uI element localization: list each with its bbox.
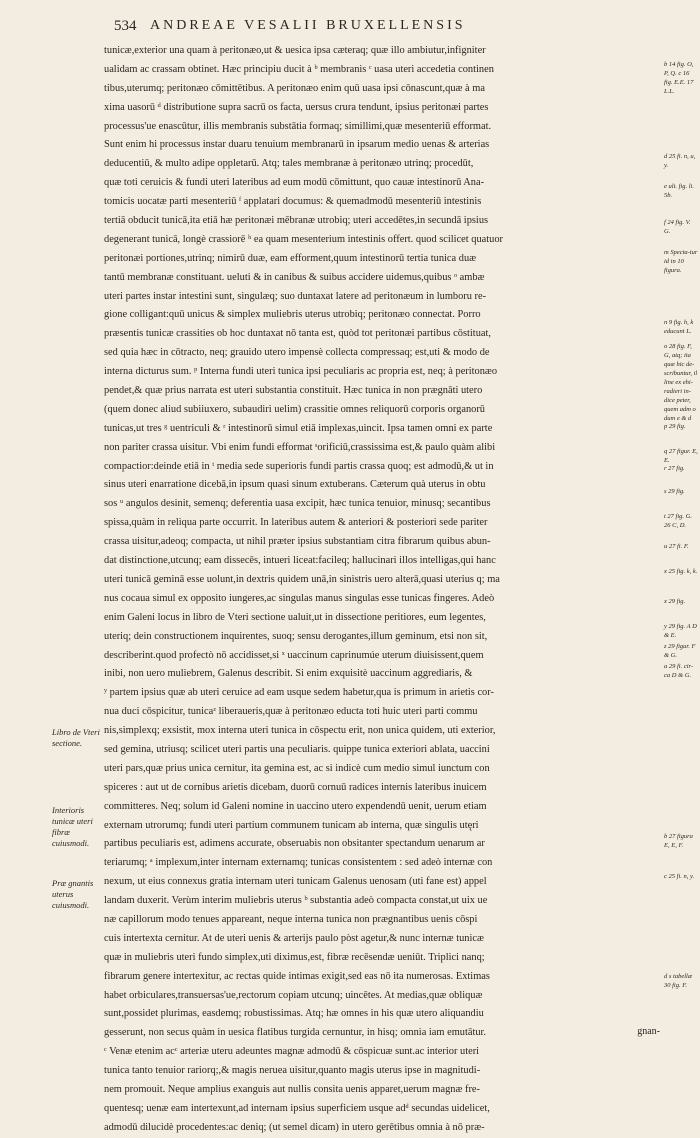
text-line: næ capillorum modo tenues appareant, neque interna tunica non prægnantibus uenis cōspi <box>104 913 478 925</box>
text-line: quæ toti ceruicis & fundi uteri lateribus ad eum modū cōmittunt, quo cauæ intestinorū Ana- <box>104 177 485 189</box>
left-margin-note-3: Præ gnantis uterus cuiusmodi. <box>52 878 94 910</box>
text-line: præsentis tunicæ crassities ob hoc duntaxat nō tanta est, quòd tot peritonæi partibus cōstituat, <box>104 328 491 340</box>
text-line: spissa,quàm in reliqua parte occurrit. In lateribus autem & anteriori & posteriori sede pariter <box>104 517 488 529</box>
text-line: committeres. Neq; solum id Galeni nomine in uaccino utero expendendū uenit, uerum etiam <box>104 800 487 812</box>
text-line: ualidam ac crassam obtinet. Hæc principiu ducit à ᵇ membranis ᶜ uasa uteri accedetia continen <box>104 63 494 75</box>
text-line: teriarumq; ᵃ implexum,inter internam externamq; tunicas consistentem : sed adeò internæ con <box>104 857 493 869</box>
text-line: admodū dilucidè procedentes:ac deniq; (ut semel dicam) in utero gerētibus omnia à nō præ- <box>104 1121 485 1133</box>
margin-note: d s tabellæ 30 fig. F. <box>664 973 693 989</box>
text-line: ᶜ Venæ etenim acᶜ arteriæ uteru adeuntes magnæ admodū & cōspicuæ sunt.ac interior uteri <box>104 1046 480 1058</box>
text-line: inibi, non uero muliebrem, Galenus describit. Si enim exquisitè uaccinum aggrediaris, & <box>104 668 473 680</box>
text-line: sos ᵘ angulos desinit, semenq; deferentia uasa excipit, hæc tunica tenuior, minusq; secantibus <box>104 498 491 510</box>
text-line: tertiā obducit tunicā,ita etiā hæ peritonæi mēbranæ utrobiq; uteri accedētes,in secundā ipsius <box>104 215 489 227</box>
text-line: uteriq; dein constructionem inquirentes, suoq; sensu derogantes,illum geminum, etsi non sit, <box>104 630 488 642</box>
text-line: quentesq; uenæ eam intertexunt,ad internam ipsius superficiem usque adᵈ secundas uidelicet, <box>104 1102 490 1114</box>
text-line: xima uasorū ᵈ distributione supra sacrū os facta, uersus crura tendunt, ipsius peritonæi partes <box>104 101 489 113</box>
text-line: degenerant tunicā, longè crassiorē ʰ ea quam mesenterium intestinis offert. quod scilicet quatuor <box>104 233 504 245</box>
catchword: gnan- <box>637 1026 660 1037</box>
text-line: Sunt enim hi processus instar duaru tenuium membranarū in ipsarum medio uenas & arterias <box>104 139 490 151</box>
text-line: nis,simplexq; exsistit, mox interna uteri tunica in cōspectu erit, non unica quidem, uti exterior, <box>104 725 496 737</box>
text-line: habet orbiculares,transuersas'ue,rectorum copiam utcunq; uincētes. At medias,quæ obliquæ <box>104 989 483 1001</box>
text-line: processus'ue enascūtur, illis membranis substātia formaq; simillimi,quæ mesenteriū efformat. <box>104 120 492 132</box>
margin-note: p 29 fig. <box>664 423 686 430</box>
text-line: fibrarum genere intertexitur, ac rectas quide intimas exigit,sed eas nō ita numerosas. Extimas <box>104 970 490 982</box>
margin-note: b 14 fig. O, P, Q. c 16 fig. E.E. 17 L.L. <box>664 61 694 95</box>
margin-note: s 29 fig. <box>664 488 685 495</box>
text-line: uteri partes instar intestini sunt, singulæq; suo duntaxat latere ad peritonæum in lumboru re- <box>104 290 487 302</box>
text-line: non pariter crassa uisitur. Vbi enim fundi efformat ˢorificiū,crassissima est,& paulo quàm alibi <box>104 441 496 453</box>
text-line: sinus uteri enarratione dicebā,in ipsum quasi sinum extuberans. Cæterum quà uterus in obtu <box>104 479 486 491</box>
margin-note: b 27 figura E, E, F. <box>664 833 693 849</box>
text-line: tunicas,ut tres ᵍ uentriculi & ʳ intestinorū simul etiā implexas,uincit. Ipsa tamen omni ex parte <box>104 422 493 434</box>
running-title: ANDREAE VESALII BRUXELLENSIS <box>150 18 466 33</box>
margin-note: f 24 fig. V. G. <box>664 219 691 235</box>
left-margin-note-2: Interioris tunicæ uteri fibræ cuiusmodi. <box>52 805 93 848</box>
text-line: tibus,uterumq; peritonæo cōmittētibus. A peritonæo enim quū uasa ipsi cōnascunt,quæ à ma <box>104 82 485 94</box>
body-text <box>104 42 660 1138</box>
text-line: landam duxerit. Verùm interim muliebris uterus ᵇ substantia adeò compacta constat,ut uix ue <box>104 895 488 907</box>
text-line: describerint.quod profectò nō accidisset,si ˣ uaccinum caprinumúe uterum diuisissent,quem <box>104 649 484 661</box>
margin-note: c 25 fi. n, y. <box>664 873 695 880</box>
margin-note: r 27 fig. <box>664 465 685 472</box>
margin-note: x 29 fig. <box>664 598 686 605</box>
text-line: cuis intertexta cernitur. At de uteri uenis & arterijs paulo pòst agetur,& nunc internæ tunicæ <box>104 932 484 944</box>
text-line: spiceres : aut ut de cornibus arietis dicebam, duorū cornuū radices internis lateribus inuicem <box>104 781 487 793</box>
text-line: enim Galeni locus in libro de Vteri sectione ualuit,ut in dissectione peritiores, eum legentes, <box>104 611 486 623</box>
text-line: quæ in muliebris uteri fundo simplex,uti diximus,est, fibræ recēsendæ ueniūt. Triplici nanq; <box>104 951 485 963</box>
margin-note: n 9 fig. h, k educunt L. <box>664 319 694 335</box>
text-line: sunt,possidet plurimas, easdemq; robustissimas. Atq; hæ omnes in his quæ utero aliquandiu <box>104 1008 484 1020</box>
text-line: crassa uisitur,adeoq; compacta, ut nihil præter ipsius substantiam citra fibrarum quibus abun- <box>104 536 491 548</box>
margin-note: y 29 fig. A D & E. <box>664 623 697 639</box>
margin-note: q 27 figur. E, E. <box>664 448 698 464</box>
margin-note: t 27 fig. G. 26 C, D. <box>664 513 692 529</box>
text-line: nua duci cōspicitur, tunicaᶻ liberaueris,quæ à peritonæo educta toti huic uteri parti commu <box>104 706 478 718</box>
text-line: tunica tanto tenuior rariorq;,& magis neruea uisitur,quanto magis uterus ipse in magnitudi- <box>104 1065 481 1077</box>
text-line: ʸ partem ipsius quæ ab uteri ceruice ad eam usque sedem habetur,qua is primum in arietis cor- <box>104 687 494 699</box>
text-line: nexum, ut eius connexus gratia internam uteri tunicam Galenus uenosam (uti fane est) appel <box>104 876 487 888</box>
text-line: pendet,& quæ prius narrata est uteri substantia constituit. Hæc tunica in non prægnāti utero <box>104 385 483 397</box>
text-line: uteri pars,quæ prius unica cernitur, ita gemina est, ac si indicè cum medio simul iunctum con <box>104 762 490 774</box>
text-line: deducentiū, & multo adipe oppletarū. Atq; tales membranæ à peritonæo utrinq; procedūt, <box>104 158 474 170</box>
text-line: uteri tunicā geminā esse uolunt,in dextris quidem unā,in sinistris uero alterā,quasi uterius q; ma <box>104 573 500 585</box>
text-line: sed quia hæc in cōtracto, neq; grauido utero impensè collecta compressaq; est,uti & modo de <box>104 347 490 359</box>
left-margin-note-1: Libro de Vteri sectione. <box>52 727 100 748</box>
text-line: externam utrorumq; fundi uteri partium communem tunicam ab interna, quæ singulis utęri <box>104 819 479 831</box>
text-line: interna dicturus sum. ᵖ Interna fundi uteri tunica ipsi peculiaris ac propria est, neq; à peritonæo <box>104 366 498 378</box>
text-line: gesserunt, non secus quàm in uesica flatibus turgida cernuntur, in hisq; omnia iam emutātur. <box>104 1027 487 1039</box>
text-line: partibus peculiaris est, adimens accurate, obseruabis non obsitanter spectandum uenarum ar <box>104 838 485 850</box>
text-line: (quem donec aliud subiiuxero, subaudiri uelim) crassitie omnes reliquorū corporis organorū <box>104 403 485 415</box>
margin-note: a 29 fi. cir-ca D & G. <box>664 663 694 679</box>
text-line: nem promouit. Neque amplius exanguis aut nullis consita uenis apparet,uerum magnæ fre- <box>104 1083 480 1095</box>
margin-note: m Specta-tur id in 10 figura. <box>664 249 698 274</box>
margin-note: o 28 fig. F, G, atq; ita quæ hic de-scribuntur, il line ex ehi- radieri in- dice peter, quem adm o dum e & d <box>664 343 698 422</box>
text-line: tomicis uocatæ parti mesenteriū ᶠ applatari documus: & quemadmodū mesenteriū intestinis <box>104 196 482 208</box>
text-line: tantū membranæ constituant. ueluti & in canibus & suibus accidere uidemus,quibus ᵒ ambæ <box>104 271 485 283</box>
text-line: nus cocaua simul ex opposito iungeres,ac singulas manus singulas esse tunicas fingeres. Adeò <box>104 592 495 604</box>
text-line: compactior:deinde etiā in ᵗ media sede superioris fundi partis crassa quoq; est admodū,& ut in <box>104 460 494 472</box>
text-line: gione colligant:quū unicus & simplex muliebris uterus utrobiq; peritonæo connectat. Porro <box>104 309 481 321</box>
margin-note: u 27 fi. F. <box>664 543 689 550</box>
text-line: sed gemina, utriusq; scilicet uteri partis una peculiaris. quippe tunica exteriori ablata, uaccini <box>104 743 490 755</box>
margin-note: d 25 fi. n, u, y. <box>664 153 696 169</box>
page-number: 534 <box>114 18 137 34</box>
margin-note: x 25 fig. k, k. <box>664 568 698 575</box>
text-line: peritonæi portiones,utrinq; nimirū duæ, eam efforment,quum intestinorū tertia tunica duæ <box>104 252 477 264</box>
text-line: tunicæ,exterior una quam à peritonæo,ut & uesica ipsa cæteraq; quæ illo ambiutur,infigniter <box>104 45 486 56</box>
margin-note: e ult. fig. li. 5b. <box>664 183 694 199</box>
margin-note: z 29 figur. F & G. <box>664 643 696 659</box>
text-line: dat distinctione,utcunq; eam dissecēs, intueri liceat:facileq; hallucinari illos intelligas,qui hanc <box>104 555 496 567</box>
